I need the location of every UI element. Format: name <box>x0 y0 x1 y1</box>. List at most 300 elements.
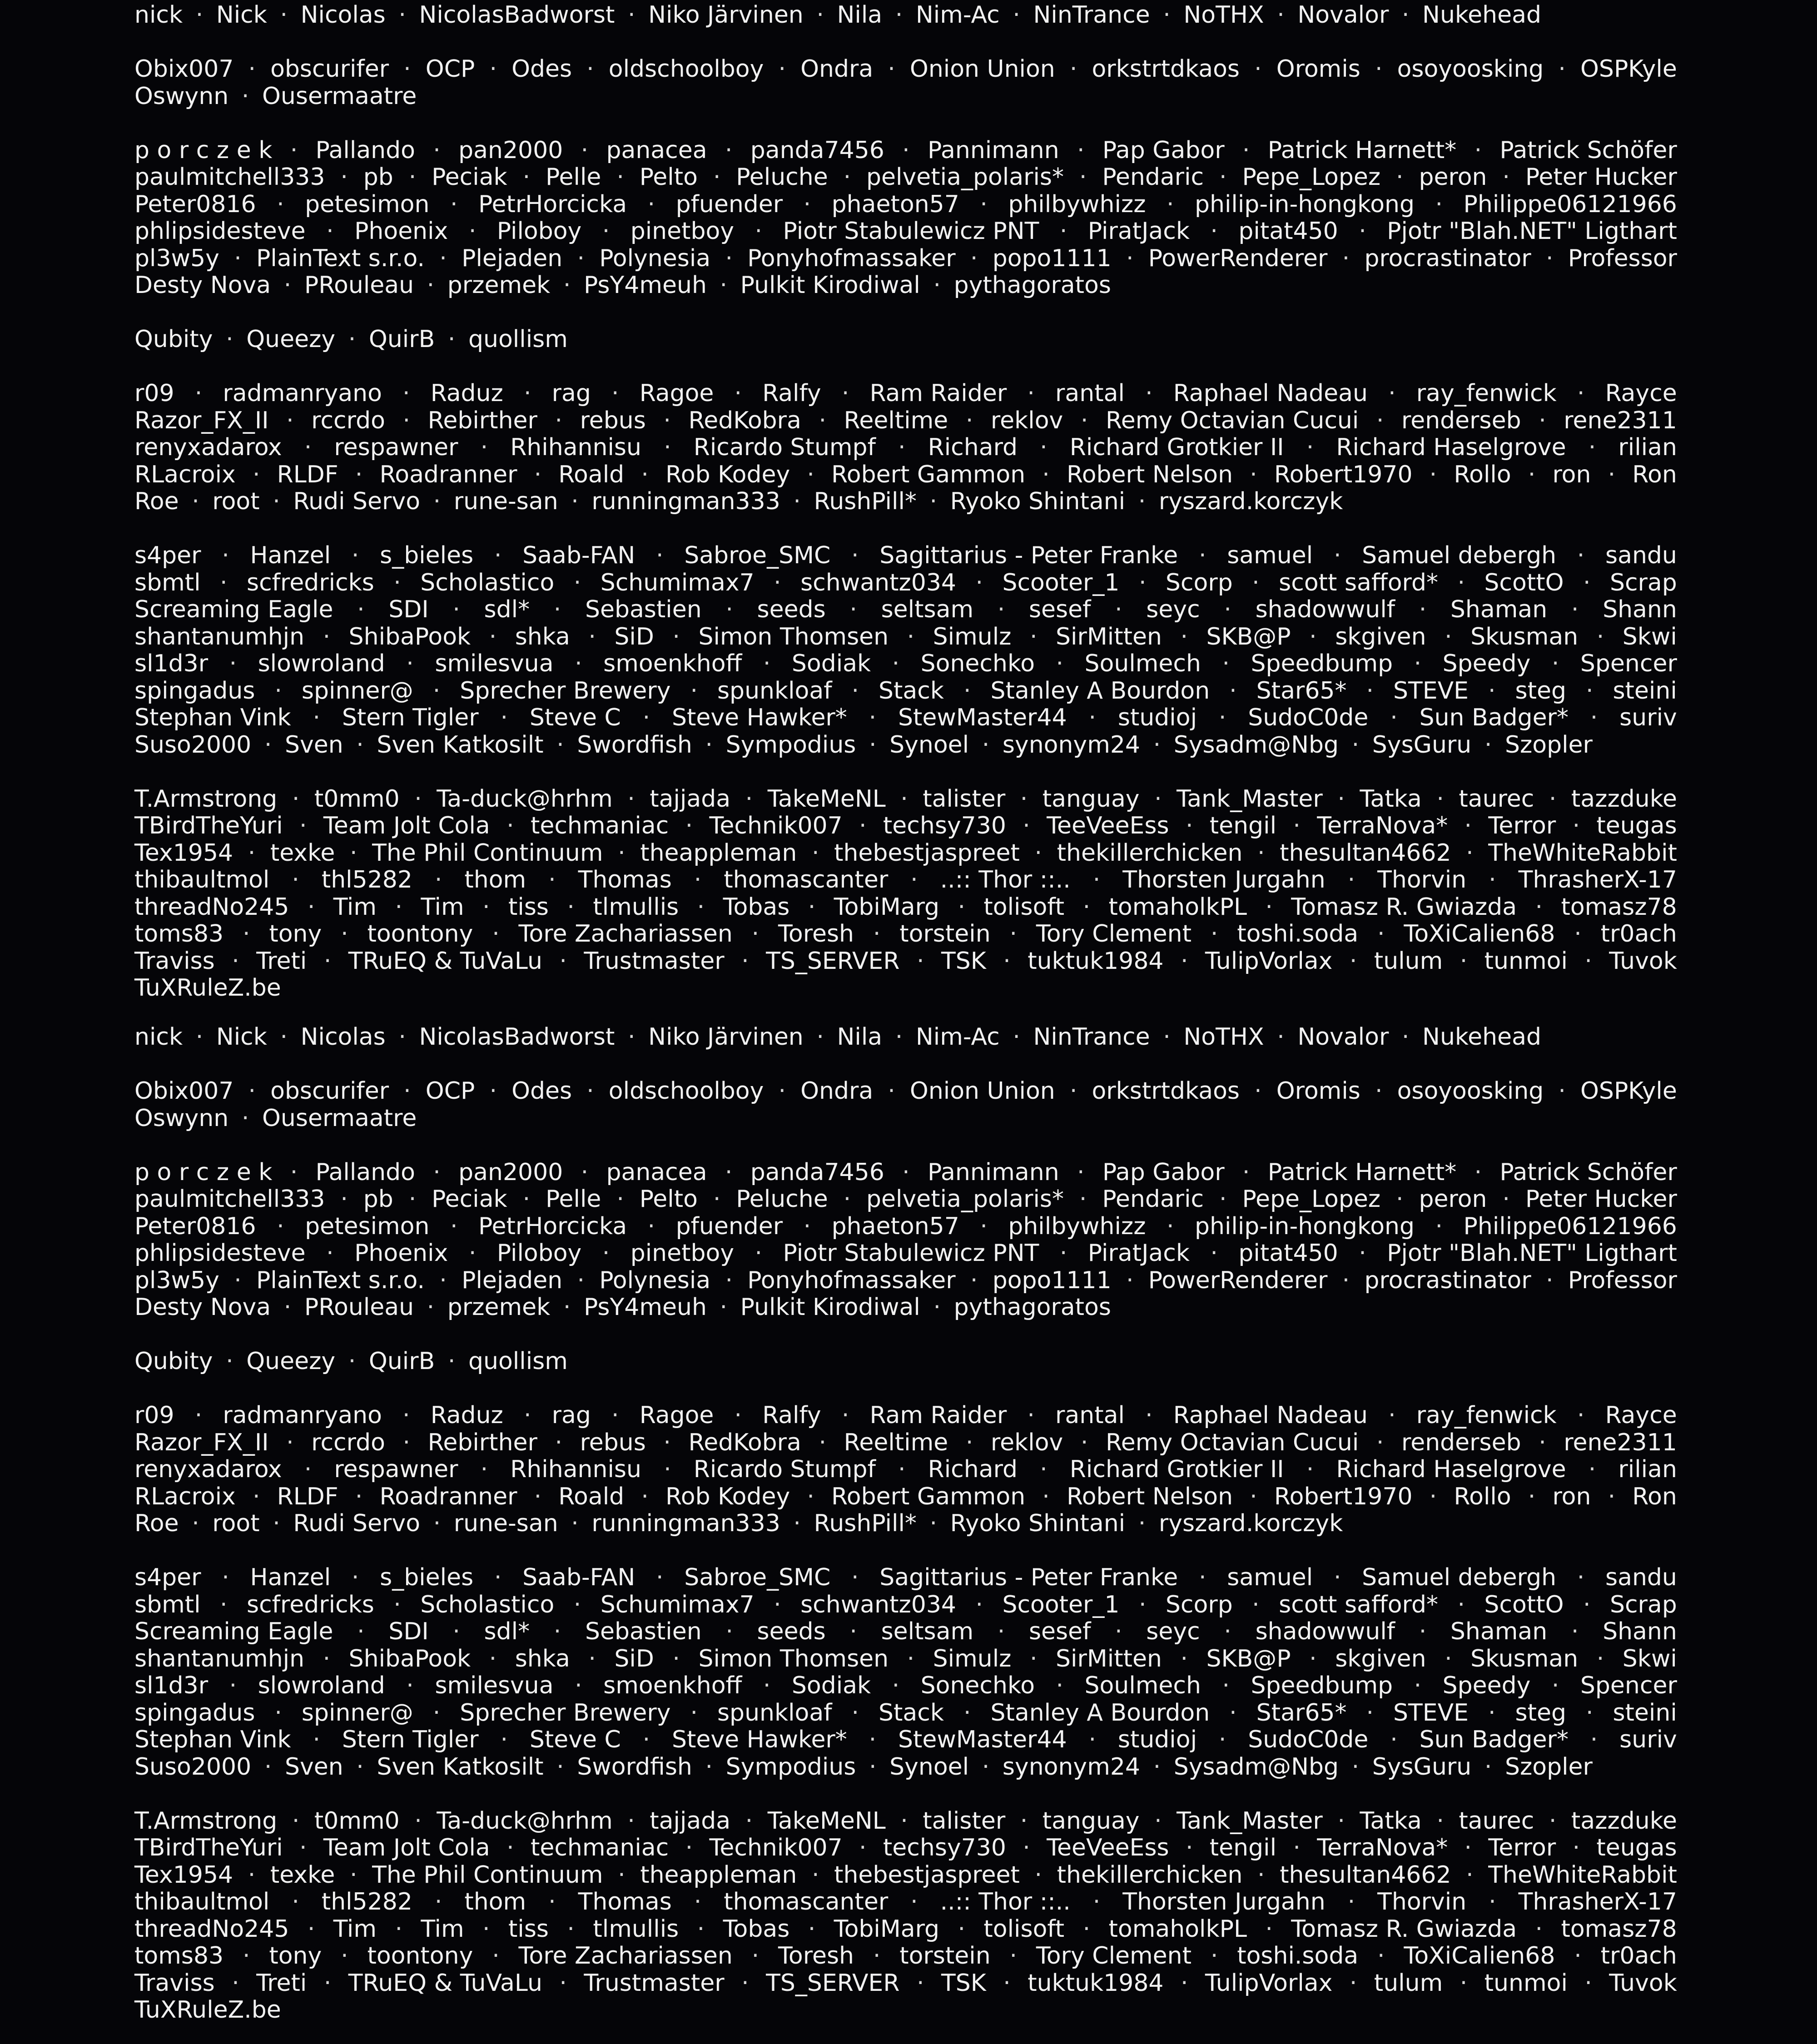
credits-line <box>134 786 1677 813</box>
credit-name: root <box>212 1510 260 1537</box>
credit-name: TakeMeNL <box>767 785 886 813</box>
credits-line <box>134 1808 1677 1835</box>
credits-line <box>134 272 1677 299</box>
separator-dot: · <box>841 380 849 407</box>
credits-section-p <box>134 1159 1677 1321</box>
credit-name: spunkloaf <box>717 1699 832 1726</box>
separator-dot: · <box>734 1402 742 1429</box>
separator-dot: · <box>1577 542 1585 569</box>
credit-name: pan2000 <box>458 136 563 164</box>
credit-name: renyxadarox <box>134 434 282 461</box>
credit-name: TeeVeeEss <box>1047 1834 1169 1861</box>
separator-dot: · <box>1088 1726 1097 1753</box>
credit-name: Nicolas <box>300 1023 386 1051</box>
credit-name: popo1111 <box>992 1266 1112 1294</box>
credits-section-o <box>134 1078 1677 1132</box>
separator-dot: · <box>323 1645 331 1672</box>
credit-name: ryszard.korczyk <box>1158 488 1343 515</box>
separator-dot: · <box>1254 55 1262 83</box>
credit-name: Tank_Master <box>1177 1807 1323 1835</box>
credit-name: Synoel <box>889 731 969 759</box>
separator-dot: · <box>663 407 671 434</box>
separator-dot: · <box>1069 55 1077 83</box>
credit-name: Suso2000 <box>134 731 252 759</box>
separator-dot: · <box>1545 244 1554 272</box>
separator-dot: · <box>641 1483 649 1510</box>
separator-dot: · <box>1088 704 1097 731</box>
credit-name: techmaniac <box>530 812 669 839</box>
separator-dot: · <box>548 866 556 893</box>
separator-dot: · <box>326 218 334 245</box>
separator-dot: · <box>647 1212 655 1240</box>
credit-name: slowroland <box>258 1672 385 1699</box>
credit-name: panda7456 <box>750 136 884 164</box>
credit-name: OSPKyle <box>1580 1077 1677 1105</box>
credit-name: Remy Octavian Cucui <box>1105 1429 1359 1456</box>
credit-name: tony <box>269 1942 322 1970</box>
separator-dot: · <box>980 1212 988 1240</box>
separator-dot: · <box>1571 596 1579 623</box>
separator-dot: · <box>341 1942 348 1970</box>
credit-name: seyc <box>1146 1618 1200 1645</box>
credit-name: Ousermaatre <box>262 1104 417 1132</box>
credit-name: Sonechko <box>920 650 1035 677</box>
credit-name: torstein <box>899 920 991 948</box>
separator-dot: · <box>577 1266 585 1294</box>
credit-name: Ponyhofmassaker <box>747 244 956 272</box>
credits-line <box>134 434 1677 461</box>
separator-dot: · <box>1222 650 1230 677</box>
separator-dot: · <box>642 704 650 731</box>
credit-name: tolisoft <box>983 893 1065 921</box>
credits-section-n <box>134 1024 1677 1051</box>
credit-name: root <box>212 488 260 515</box>
credit-name: Scholastico <box>420 569 555 596</box>
credit-name: shadowwulf <box>1255 596 1395 623</box>
credits-line <box>134 1078 1677 1105</box>
credit-name: Sodiak <box>791 1672 871 1699</box>
credit-name: Desty Nova <box>134 272 271 299</box>
separator-dot: · <box>1414 1672 1422 1699</box>
separator-dot: · <box>277 190 284 218</box>
credit-name: Team Jolt Cola <box>323 1834 490 1861</box>
separator-dot: · <box>627 1 635 29</box>
credit-name: Stern Tigler <box>342 704 479 731</box>
separator-dot: · <box>242 1942 250 1970</box>
separator-dot: · <box>720 1294 728 1321</box>
separator-dot: · <box>611 1402 619 1429</box>
separator-dot: · <box>548 1888 556 1915</box>
separator-dot: · <box>500 704 508 731</box>
separator-dot: · <box>241 82 249 110</box>
separator-dot: · <box>586 1077 594 1105</box>
credit-name: Speedbump <box>1251 650 1393 677</box>
credit-name: tomaholkPL <box>1108 893 1247 921</box>
credit-name: Star65* <box>1256 677 1347 704</box>
credit-name: Plejaden <box>462 244 563 272</box>
separator-dot: · <box>819 1429 826 1456</box>
credit-name: runningman333 <box>591 1510 780 1537</box>
credit-name: Skwi <box>1622 1645 1677 1672</box>
separator-dot: · <box>1069 1077 1077 1105</box>
credit-name: Sysadm@Nbg <box>1173 731 1339 759</box>
credit-name: Piotr Stabulewicz PNT <box>783 1240 1039 1267</box>
separator-dot: · <box>1588 434 1596 461</box>
credits-line <box>134 83 1677 110</box>
separator-dot: · <box>439 244 447 272</box>
credit-name: Peter Hucker <box>1525 1186 1677 1213</box>
separator-dot: · <box>1351 1753 1360 1781</box>
credits-line <box>134 1618 1677 1646</box>
credit-name: Skwi <box>1622 623 1677 650</box>
credit-name: Richard <box>928 434 1018 461</box>
credit-name: Sysadm@Nbg <box>1173 1753 1339 1781</box>
credit-name: renderseb <box>1401 1429 1521 1456</box>
credit-name: tanguay <box>1042 1807 1140 1835</box>
credit-name: Sonechko <box>920 1672 1035 1699</box>
separator-dot: · <box>1359 218 1366 245</box>
credits-line <box>134 1564 1677 1592</box>
separator-dot: · <box>1590 704 1598 731</box>
separator-dot: · <box>348 326 356 353</box>
separator-dot: · <box>745 1807 753 1835</box>
separator-dot: · <box>304 1456 312 1483</box>
separator-dot: · <box>395 1915 402 1943</box>
credit-name: Richard Grotkier II <box>1069 1456 1284 1483</box>
credit-name: Pap Gabor <box>1102 136 1225 164</box>
credit-name: steini <box>1613 1699 1677 1726</box>
credit-name: Pallando <box>315 1158 415 1186</box>
credits-line <box>134 1726 1677 1754</box>
separator-dot: · <box>1138 1591 1147 1618</box>
separator-dot: · <box>1588 1456 1596 1483</box>
separator-dot: · <box>290 1158 298 1186</box>
separator-dot: · <box>393 1591 401 1618</box>
separator-dot: · <box>264 1753 272 1781</box>
separator-dot: · <box>1077 136 1085 164</box>
credit-name: Tatka <box>1360 785 1422 813</box>
credits-line <box>134 1024 1677 1051</box>
separator-dot: · <box>1059 1240 1067 1267</box>
separator-dot: · <box>1390 704 1398 731</box>
credit-name: STEVE <box>1393 1699 1469 1726</box>
credit-name: toms83 <box>134 1942 224 1970</box>
separator-dot: · <box>975 569 983 596</box>
credit-name: TS_SERVER <box>766 1969 900 1997</box>
credit-name: seltsam <box>881 1618 974 1645</box>
credit-name: panda7456 <box>750 1158 884 1186</box>
credit-name: Pannimann <box>927 136 1059 164</box>
separator-dot: · <box>811 839 819 867</box>
credit-name: Ondra <box>800 55 874 83</box>
separator-dot: · <box>616 164 624 191</box>
credit-name: Terror <box>1488 1834 1556 1861</box>
credit-name: Ta-duck@hrhm <box>437 1807 613 1835</box>
credit-name: tengil <box>1209 812 1277 839</box>
credit-name: Peter Hucker <box>1525 164 1677 191</box>
credit-name: Traviss <box>134 1969 215 1997</box>
separator-dot: · <box>958 893 965 921</box>
credit-name: osoyoosking <box>1397 55 1544 83</box>
credit-name: Roe <box>134 1510 179 1537</box>
separator-dot: · <box>286 1429 294 1456</box>
credit-name: studioj <box>1117 704 1197 731</box>
credit-name: ron <box>1552 1483 1591 1510</box>
credits-line <box>134 1646 1677 1673</box>
credit-name: Philippe06121966 <box>1463 1212 1677 1240</box>
credit-name: Tim <box>421 893 464 921</box>
separator-dot: · <box>1040 434 1048 461</box>
credit-name: Pendaric <box>1102 164 1204 191</box>
credit-name: Pulkit Kirodiwal <box>740 1294 920 1321</box>
separator-dot: · <box>482 1915 490 1943</box>
credit-name: Ragoe <box>639 380 714 407</box>
credit-name: scfredricks <box>247 1591 374 1618</box>
separator-dot: · <box>290 136 298 164</box>
credit-name: p o r c z e k <box>134 1158 273 1186</box>
separator-dot: · <box>1535 893 1543 921</box>
credit-name: NinTrance <box>1033 1 1150 29</box>
credits-line <box>134 488 1677 516</box>
credit-name: Odes <box>511 1077 572 1105</box>
credit-name: TheWhiteRabbit <box>1488 839 1677 867</box>
separator-dot: · <box>1210 218 1218 245</box>
credit-name: s_bieles <box>380 1564 474 1591</box>
separator-dot: · <box>222 542 229 569</box>
credit-name: scott safford* <box>1279 569 1439 596</box>
separator-dot: · <box>1003 1969 1011 1997</box>
credit-name: thom <box>464 1888 526 1915</box>
separator-dot: · <box>351 542 359 569</box>
separator-dot: · <box>433 1158 441 1186</box>
credit-name: peron <box>1419 1186 1487 1213</box>
separator-dot: · <box>1375 1077 1383 1105</box>
credit-name: s4per <box>134 542 201 569</box>
credit-name: TRuEQ & TuVaLu <box>348 1969 542 1997</box>
credit-name: Scrap <box>1609 569 1677 596</box>
credit-name: Sagittarius - Peter Franke <box>879 1564 1178 1591</box>
separator-dot: · <box>697 1915 705 1943</box>
separator-dot: · <box>556 1753 564 1781</box>
credit-name: PsY4meuh <box>583 1294 707 1321</box>
separator-dot: · <box>690 1699 698 1726</box>
credit-name: Peluche <box>736 164 828 191</box>
credit-name: Roe <box>134 488 179 515</box>
credit-name: RedKobra <box>688 1429 801 1456</box>
separator-dot: · <box>403 55 411 83</box>
separator-dot: · <box>1079 1186 1087 1213</box>
credit-name: Obix007 <box>134 1077 234 1105</box>
separator-dot: · <box>1436 1807 1444 1835</box>
separator-dot: · <box>1013 1 1020 29</box>
separator-dot: · <box>1009 1942 1018 1970</box>
separator-dot: · <box>482 893 490 921</box>
credit-name: Tobas <box>723 1915 790 1943</box>
separator-dot: · <box>1342 1266 1350 1294</box>
separator-dot: · <box>869 1753 877 1781</box>
separator-dot: · <box>393 569 401 596</box>
separator-dot: · <box>1596 1645 1604 1672</box>
separator-dot: · <box>447 1348 456 1375</box>
credit-name: Tank_Master <box>1177 785 1323 813</box>
separator-dot: · <box>1347 866 1355 893</box>
credit-name: nick <box>134 1023 183 1051</box>
credit-name: Pelle <box>546 1186 601 1213</box>
credit-name: oldschoolboy <box>608 1077 764 1105</box>
credit-name: pinetboy <box>630 1240 735 1267</box>
separator-dot: · <box>655 1564 664 1591</box>
credits-line <box>134 1213 1677 1240</box>
credit-name: ShibaPook <box>348 623 471 650</box>
separator-dot: · <box>500 1726 508 1753</box>
credit-name: Roald <box>558 461 625 488</box>
separator-dot: · <box>627 1807 635 1835</box>
credit-name: Treti <box>256 1969 307 1997</box>
separator-dot: · <box>602 1240 610 1267</box>
credit-name: Raduz <box>430 1402 503 1429</box>
credit-name: thebestjaspreet <box>834 1861 1020 1889</box>
separator-dot: · <box>907 1645 915 1672</box>
separator-dot: · <box>1138 569 1147 596</box>
credit-name: thekillerchicken <box>1057 1861 1243 1889</box>
credit-name: SDI <box>388 596 429 623</box>
credit-name: Patrick Harnett* <box>1267 136 1457 164</box>
separator-dot: · <box>778 55 786 83</box>
credit-name: RLacroix <box>134 1483 236 1510</box>
separator-dot: · <box>1577 1402 1585 1429</box>
credit-name: rag <box>551 380 591 407</box>
separator-dot: · <box>1257 1861 1265 1889</box>
credits-line <box>134 867 1677 894</box>
credit-name: T.Armstrong <box>134 785 278 813</box>
credit-name: Sprecher Brewery <box>460 677 671 704</box>
separator-dot: · <box>627 785 635 813</box>
separator-dot: · <box>264 731 272 759</box>
credit-name: przemek <box>447 272 551 299</box>
separator-dot: · <box>642 1726 650 1753</box>
credit-name: RLacroix <box>134 461 236 488</box>
separator-dot: · <box>1466 1861 1474 1889</box>
credit-name: phlipsidesteve <box>134 1240 306 1267</box>
credit-name: Tomasz R. Gwiazda <box>1291 1915 1517 1943</box>
separator-dot: · <box>664 1456 671 1483</box>
separator-dot: · <box>398 1023 406 1051</box>
separator-dot: · <box>226 1348 233 1375</box>
separator-dot: · <box>1219 164 1227 191</box>
credit-name: tuktuk1984 <box>1028 1969 1164 1997</box>
credit-name: tr0ach <box>1600 920 1677 948</box>
credits-line <box>134 1456 1677 1483</box>
separator-dot: · <box>1293 1834 1301 1861</box>
credits-line <box>134 650 1677 678</box>
credit-name: phaeton57 <box>831 190 959 218</box>
credit-name: Ondra <box>800 1077 874 1105</box>
separator-dot: · <box>1539 407 1546 434</box>
credits-line <box>134 461 1677 489</box>
separator-dot: · <box>1250 461 1257 488</box>
separator-dot: · <box>1401 1023 1410 1051</box>
credit-name: Pelto <box>639 164 698 191</box>
separator-dot: · <box>1092 866 1101 893</box>
separator-dot: · <box>1138 1510 1146 1537</box>
credits-line <box>134 1159 1677 1186</box>
credit-name: TerraNova* <box>1317 1834 1448 1861</box>
separator-dot: · <box>1030 623 1038 650</box>
credit-name: Robert Gammon <box>831 1483 1026 1510</box>
separator-dot: · <box>1166 1212 1174 1240</box>
separator-dot: · <box>807 461 814 488</box>
separator-dot: · <box>869 731 877 759</box>
credit-name: Sprecher Brewery <box>460 1699 671 1726</box>
separator-dot: · <box>1265 1915 1273 1943</box>
separator-dot: · <box>292 1807 300 1835</box>
separator-dot: · <box>222 1564 229 1591</box>
separator-dot: · <box>1126 244 1134 272</box>
separator-dot: · <box>869 704 877 731</box>
credit-name: Saab-FAN <box>522 542 635 569</box>
credits-block-bottom <box>134 1024 1677 2024</box>
credit-name: talister <box>923 1807 1006 1835</box>
separator-dot: · <box>439 1266 447 1294</box>
credit-name: suriv <box>1619 1726 1677 1753</box>
separator-dot: · <box>734 380 742 407</box>
credit-name: Professor <box>1568 244 1677 272</box>
separator-dot: · <box>900 785 908 813</box>
credit-name: tr0ach <box>1600 1942 1677 1970</box>
separator-dot: · <box>1250 1483 1257 1510</box>
separator-dot: · <box>1466 839 1474 867</box>
credit-name: Swordfish <box>577 731 692 759</box>
credit-name: NoTHX <box>1183 1023 1264 1051</box>
separator-dot: · <box>1419 596 1427 623</box>
separator-dot: · <box>1435 1212 1443 1240</box>
separator-dot: · <box>492 920 500 948</box>
credit-name: philbywhizz <box>1008 190 1146 218</box>
credit-name: Pjotr "Blah.NET" Ligthart <box>1387 1240 1677 1267</box>
credit-name: Team Jolt Cola <box>323 812 490 839</box>
credits-line <box>134 1294 1677 1321</box>
separator-dot: · <box>1535 1915 1543 1943</box>
separator-dot: · <box>1401 1 1410 29</box>
credit-name: tomaholkPL <box>1108 1915 1247 1943</box>
credit-name: Szopler <box>1504 731 1593 759</box>
separator-dot: · <box>571 1510 579 1537</box>
separator-dot: · <box>803 1212 811 1240</box>
separator-dot: · <box>965 407 973 434</box>
separator-dot: · <box>1584 947 1592 975</box>
credit-name: Queezy <box>246 326 336 353</box>
credit-name: Tim <box>333 893 377 921</box>
credit-name: teugas <box>1596 1834 1677 1861</box>
credit-name: PowerRenderer <box>1148 244 1328 272</box>
credits-line <box>134 948 1677 975</box>
separator-dot: · <box>916 1969 924 1997</box>
separator-dot: · <box>963 1699 971 1726</box>
credit-name: thomascanter <box>724 866 889 893</box>
separator-dot: · <box>1163 1023 1171 1051</box>
separator-dot: · <box>725 1618 733 1645</box>
credit-name: Nicolas <box>300 1 386 29</box>
separator-dot: · <box>248 1077 256 1105</box>
separator-dot: · <box>1377 1942 1385 1970</box>
separator-dot: · <box>553 596 561 623</box>
credits-line <box>134 164 1677 191</box>
separator-dot: · <box>1153 1753 1161 1781</box>
separator-dot: · <box>808 893 816 921</box>
credits-section-q <box>134 326 1677 353</box>
separator-dot: · <box>1154 785 1162 813</box>
credit-name: sdl* <box>484 1618 530 1645</box>
